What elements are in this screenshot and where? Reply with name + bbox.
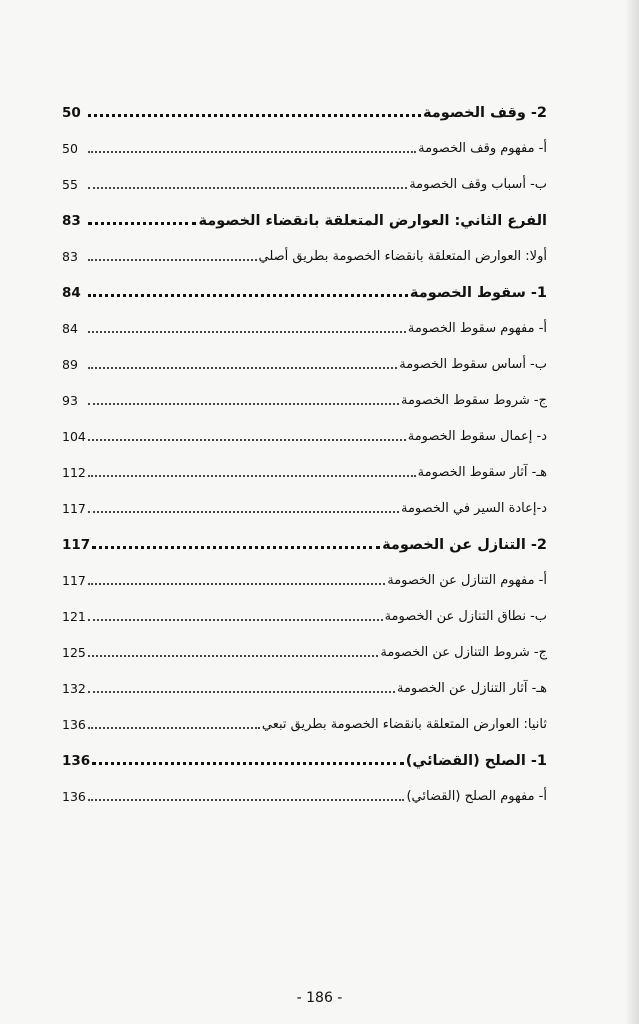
toc-entry-title: ب- أساس سقوط الخصومة <box>399 357 547 372</box>
toc-entry <box>62 446 547 482</box>
toc-entry <box>62 518 547 554</box>
toc-entry <box>62 554 547 590</box>
toc-entry <box>62 266 547 302</box>
toc-leader-dots <box>88 475 416 477</box>
toc-entry <box>62 734 547 770</box>
toc-entry-page: 136 <box>62 717 86 732</box>
toc-entry <box>62 158 547 194</box>
toc-entry-title: ج- شروط سقوط الخصومة <box>401 393 547 408</box>
toc-entry <box>62 626 547 662</box>
toc-entry-page: 112 <box>62 465 86 480</box>
toc-entry-page: 89 <box>62 357 78 372</box>
toc-entry <box>62 338 547 374</box>
toc-leader-dots <box>88 583 385 585</box>
toc-entry-title: ثانيا: العوارض المتعلقة بانقضاء الخصومة بطريق تبعي <box>261 717 547 732</box>
toc-leader-dots <box>88 367 397 369</box>
toc-entry-title: هـ- آثار التنازل عن الخصومة <box>397 681 547 696</box>
toc-entry <box>62 122 547 158</box>
toc-entry <box>62 230 547 266</box>
toc-entry-title: ج- شروط التنازل عن الخصومة <box>380 645 547 660</box>
toc-leader-dots <box>88 259 257 261</box>
toc-entry-title: 1- الصلح (القضائي) <box>405 753 547 769</box>
toc-leader-dots <box>88 799 404 801</box>
toc-entry-page: 136 <box>62 789 86 804</box>
toc-entry-page: 121 <box>62 609 86 624</box>
toc-entry-title: د- إعمال سقوط الخصومة <box>407 429 547 444</box>
page-edge-shadow <box>625 0 639 1024</box>
toc-entry-page: 132 <box>62 681 86 696</box>
toc-entry-page: 50 <box>62 105 81 121</box>
toc-entry-title: أ- مفهوم سقوط الخصومة <box>407 321 547 336</box>
toc-leader-dots <box>88 511 399 513</box>
toc-entry-page: 136 <box>62 753 91 769</box>
toc-leader-dots <box>92 546 380 549</box>
toc-entry-title: د-إعادة السير في الخصومة <box>400 501 547 516</box>
toc-leader-dots <box>88 655 378 657</box>
toc-entry-page: 83 <box>62 213 81 229</box>
toc-entry-page: 83 <box>62 249 78 264</box>
toc-entry <box>62 410 547 446</box>
toc-entry-title: أولا: العوارض المتعلقة بانقضاء الخصومة بطريق أصلي <box>258 249 547 264</box>
toc-entry <box>62 590 547 626</box>
toc-entry-page: 117 <box>62 537 91 553</box>
toc-entry <box>62 662 547 698</box>
toc-leader-dots <box>88 294 408 297</box>
toc-entry-page: 50 <box>62 141 78 156</box>
toc-entry-page: 117 <box>62 573 86 588</box>
toc-entry-page: 84 <box>62 285 81 301</box>
toc-leader-dots <box>88 222 196 225</box>
toc-entry <box>62 482 547 518</box>
toc-entry-title: 1- سقوط الخصومة <box>409 285 547 301</box>
table-of-contents <box>62 86 547 806</box>
toc-entry-page: 125 <box>62 645 86 660</box>
toc-entry-title: 2- التنازل عن الخصومة <box>382 537 547 553</box>
toc-leader-dots <box>88 403 399 405</box>
toc-leader-dots <box>88 151 416 153</box>
toc-leader-dots <box>88 114 421 117</box>
toc-leader-dots <box>88 619 383 621</box>
toc-entry-title: أ- مفهوم وقف الخصومة <box>418 141 547 156</box>
toc-entry <box>62 374 547 410</box>
toc-entry-title: أ- مفهوم الصلح (القضائي) <box>406 789 547 804</box>
toc-entry-page: 93 <box>62 393 78 408</box>
toc-entry <box>62 86 547 122</box>
toc-entry-page: 84 <box>62 321 78 336</box>
page-number: - 186 - <box>296 990 343 1006</box>
toc-leader-dots <box>88 187 407 189</box>
toc-leader-dots <box>88 691 395 693</box>
toc-leader-dots <box>88 439 406 441</box>
toc-entry-page: 55 <box>62 177 78 192</box>
toc-entry-page: 104 <box>62 429 86 444</box>
toc-entry-title: أ- مفهوم التنازل عن الخصومة <box>387 573 547 588</box>
toc-leader-dots <box>88 331 406 333</box>
toc-entry-title: 2- وقف الخصومة <box>423 105 547 121</box>
toc-leader-dots <box>92 762 404 765</box>
toc-entry-title: ب- نطاق التنازل عن الخصومة <box>384 609 547 624</box>
toc-leader-dots <box>88 727 260 729</box>
toc-entry <box>62 194 547 230</box>
toc-entry <box>62 770 547 806</box>
toc-entry-page: 117 <box>62 501 86 516</box>
toc-entry <box>62 302 547 338</box>
toc-entry-title: ب- أسباب وقف الخصومة <box>409 177 547 192</box>
toc-entry-title: هـ- آثار سقوط الخصومة <box>417 465 547 480</box>
toc-entry <box>62 698 547 734</box>
toc-entry-title: الفرع الثاني: العوارض المتعلقة بانقضاء الخصومة <box>198 213 547 229</box>
